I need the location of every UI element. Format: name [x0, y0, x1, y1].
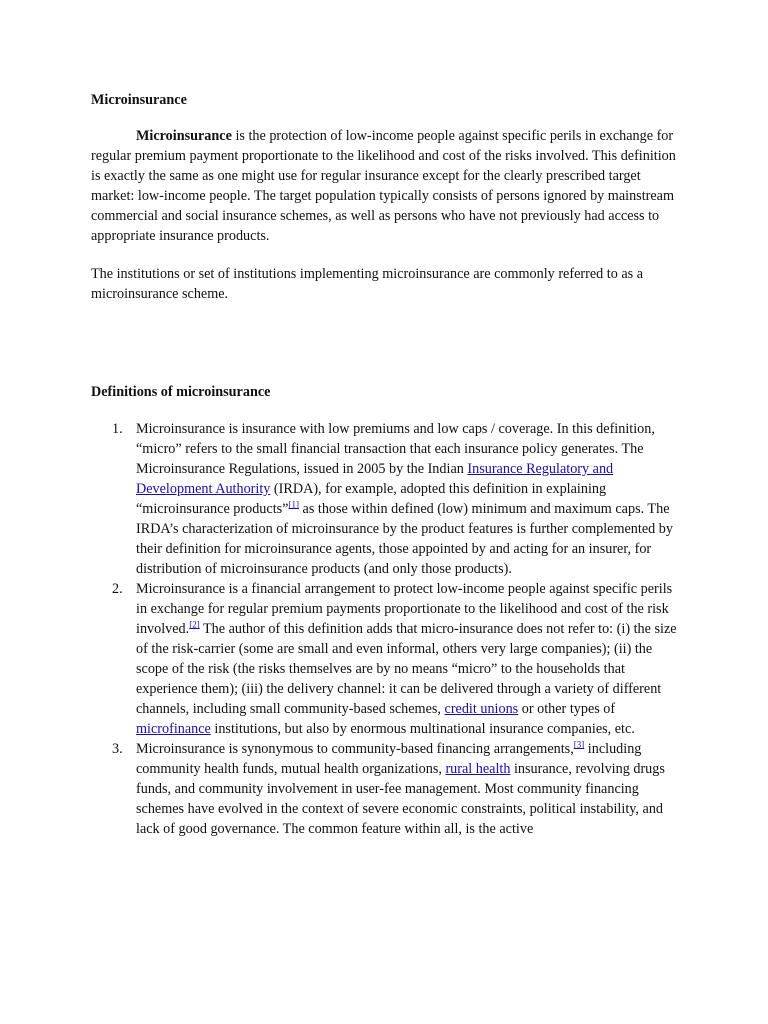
definitions-heading: Definitions of microinsurance: [91, 384, 271, 400]
schemes-paragraph: The institutions or set of institutions implementing microinsurance are commonly referred to as a microinsurance scheme.: [91, 266, 643, 302]
definition-text: including community health funds, mutual health organizations,: [136, 741, 642, 777]
footnote-ref-2[interactable]: [2]: [189, 619, 200, 630]
intro-text: is the protection of low-income people against specific perils in exchange for regular premium payment proportionate to the likelihood and cost of the risks involved. This definition is exactly the same as one might use for regular insurance except for the clearly prescribed target market: low-income people. The target population typically consists of persons ignored by mainstream commercial and social insurance schemes, as well as persons who have not previously had access to appropriate insurance products.: [91, 128, 676, 244]
definition-text: as those within defined (low) minimum and maximum caps. The IRDA’s characterization of microinsurance by the product features is further complemented by their definition for microinsurance agents, those appointed by and acting for an insurer, for distribution of microinsurance products (and only those products).: [136, 501, 673, 577]
list-number: 1.: [112, 421, 123, 437]
link-microfinance[interactable]: microfinance: [136, 721, 211, 737]
definition-text: Microinsurance is insurance with low premiums and low caps / coverage. In this definition, “micro” refers to the small financial transaction that each insurance policy generates. The Microinsurance Regulations, issued in 2005 by the Indian: [136, 421, 655, 477]
definition-text: The author of this definition adds that micro-insurance does not refer to: (i) the size of the risk-carrier (some are small and even informal, others very large companies); (ii) the scope of the risk (the risks themselves are by no means “micro” to the households that experience them); (iii) the delivery channel: it can be delivered through a variety of different channels, including small community-based schemes,: [136, 621, 677, 717]
intro-paragraph: [91, 126, 683, 246]
definitions-list: [91, 419, 683, 839]
definition-text: institutions, but also by enormous multinational insurance companies, etc.: [210, 721, 635, 737]
footnote-ref-1[interactable]: [1]: [288, 499, 299, 510]
definition-item-3: [91, 739, 683, 839]
link-credit-unions[interactable]: credit unions: [444, 701, 519, 717]
definition-text: insurance, revolving drugs funds, and community involvement in user-fee management. Most community financing schemes have evolved in the context of severe economic constraints, political instability, and lack of good governance. The common feature within all, is the active: [136, 761, 665, 837]
list-number: 2.: [112, 581, 123, 597]
document-title: Microinsurance: [91, 92, 187, 108]
definition-text: Microinsurance is synonymous to community-based financing arrangements,: [136, 741, 574, 757]
intro-term: Microinsurance: [136, 128, 232, 144]
footnote-ref-3[interactable]: [3]: [573, 739, 585, 750]
definition-item-1: [91, 419, 683, 579]
definition-text: Microinsurance is a financial arrangement to protect low-income people against specific perils in exchange for regular premium payments proportionate to the likelihood and cost of the risk involved.: [136, 581, 673, 637]
list-number: 3.: [112, 741, 123, 757]
link-rural-health[interactable]: rural health: [445, 761, 511, 777]
definition-text: (IRDA), for example, adopted this definition in explaining “microinsurance products”: [136, 481, 607, 517]
definition-text: or other types of: [518, 701, 616, 717]
link-irda[interactable]: Insurance Regulatory and Development Authority: [136, 461, 614, 497]
definition-item-2: [91, 579, 683, 739]
